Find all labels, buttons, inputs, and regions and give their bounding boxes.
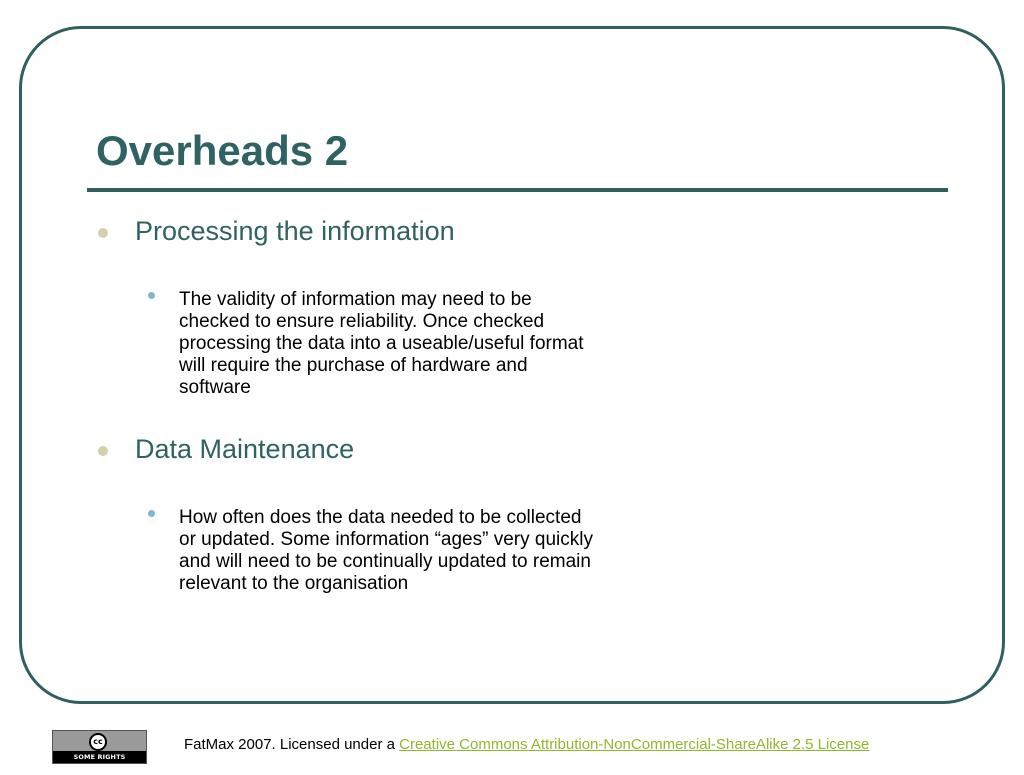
license-link[interactable]: Creative Commons Attribution-NonCommercial-ShareAlike 2.5 License <box>399 736 870 753</box>
bullet-dot <box>98 228 108 238</box>
badge-caption: SOME RIGHTS RESERVED <box>53 751 146 763</box>
bullet-dot <box>98 446 108 456</box>
sub-bullet-text-processing: The validity of information may need to be checked to ensure reliability. Once checked processing the data into a useable/useful format will require the purchase of hardware and software <box>179 289 584 398</box>
title-divider <box>87 188 948 192</box>
sub-bullet-text-maintenance: How often does the data needed to be collected or updated. Some information “ages” very quickly and will need to be continually updated to remain relevant to the organisation <box>179 507 593 594</box>
cc-icon: cc <box>89 733 107 751</box>
creative-commons-badge[interactable] <box>52 730 147 773</box>
bullet-heading-processing: Processing the information <box>135 216 455 246</box>
sub-bullet-dot <box>148 292 155 299</box>
sub-bullet-dot <box>148 510 155 517</box>
license-footer <box>184 736 869 753</box>
license-prefix: FatMax 2007. Licensed under a <box>184 736 400 753</box>
bullet-heading-maintenance: Data Maintenance <box>135 434 355 464</box>
slide-title: Overheads 2 <box>96 127 349 174</box>
